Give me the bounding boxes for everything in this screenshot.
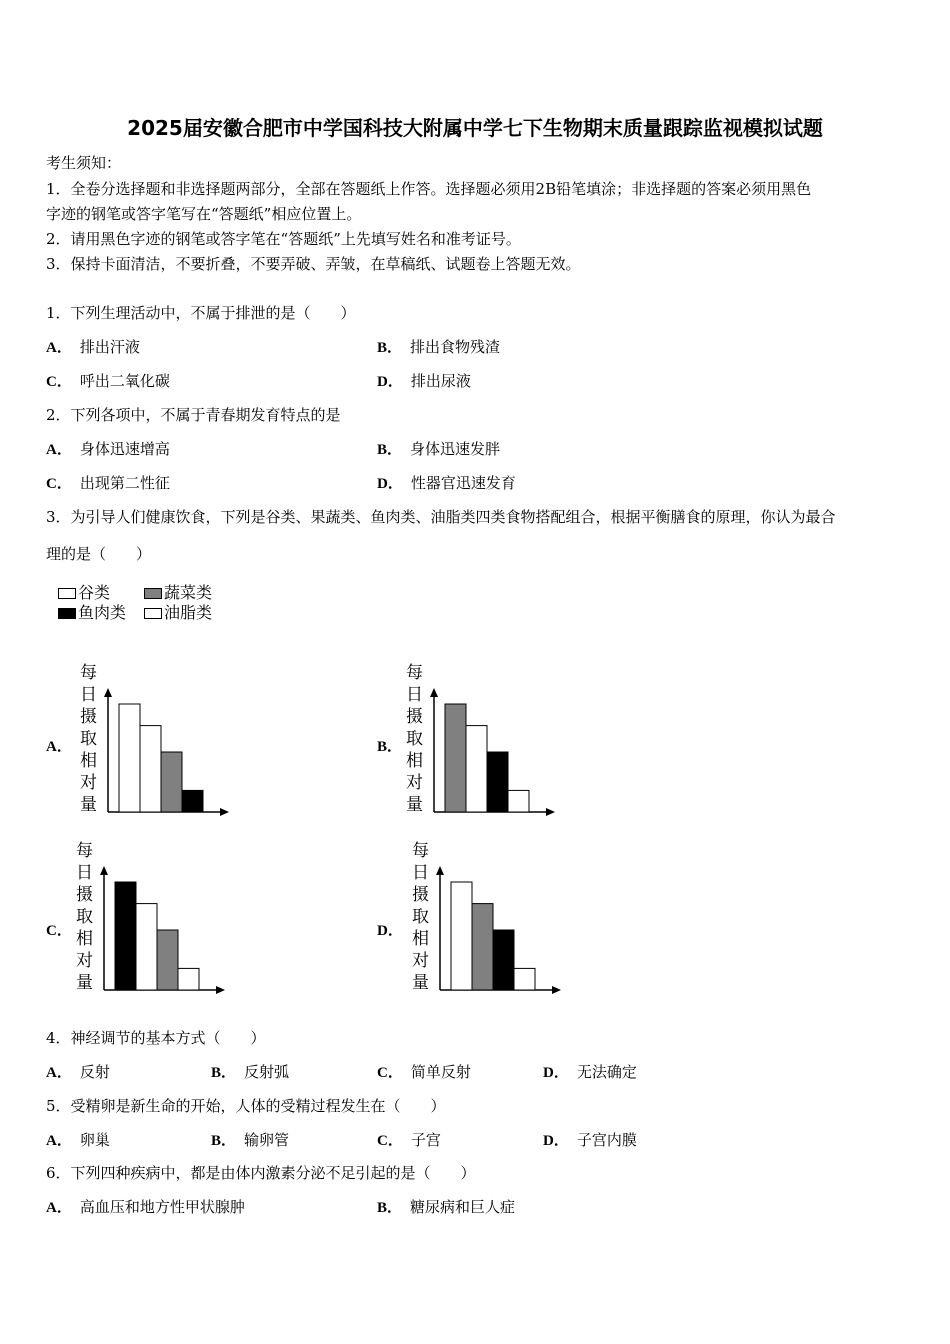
bar-蔬菜类 (472, 904, 493, 990)
bar-chart-d (410, 838, 570, 1003)
q5-option-c[interactable]: C． 子宫 (377, 1131, 441, 1149)
q3-option-d[interactable]: D． (377, 923, 403, 939)
y-axis-label-char: 日 (80, 685, 97, 705)
q5-option-d[interactable]: D． 子宫内膜 (543, 1131, 637, 1149)
q4-option-c[interactable]: C． 简单反射 (377, 1063, 471, 1081)
q2-option-c[interactable]: C． 出现第二性征 (46, 474, 170, 492)
y-axis-label-char: 量 (80, 795, 97, 815)
bar-油脂类 (140, 726, 161, 812)
y-axis-label-char: 相 (80, 751, 97, 771)
y-axis-label-char: 量 (76, 973, 93, 993)
bar-鱼肉类 (115, 882, 136, 990)
legend-item-grain: 谷类 (58, 580, 110, 603)
y-axis-label-char: 对 (412, 951, 429, 971)
bar-蔬菜类 (157, 930, 178, 990)
legend-swatch (58, 608, 76, 619)
y-axis-label-char: 每 (412, 841, 429, 861)
legend-item-meat: 鱼肉类 (58, 600, 126, 623)
bar-谷类 (466, 726, 487, 812)
q4-option-d[interactable]: D． 无法确定 (543, 1063, 637, 1081)
q3-option-b[interactable]: B． (377, 739, 403, 755)
y-axis-label-char: 对 (76, 951, 93, 971)
y-axis-label-char: 日 (406, 685, 423, 705)
bar-谷类 (451, 882, 472, 990)
bar-chart-c (74, 838, 234, 1003)
legend-swatch (58, 588, 76, 599)
y-axis-arrow (104, 688, 112, 697)
q1-option-c[interactable]: C． 呼出二氧化碳 (46, 372, 170, 390)
y-axis-label-char: 取 (406, 729, 423, 749)
bar-谷类 (136, 904, 157, 990)
q2-option-d[interactable]: D． 性器官迅速发育 (377, 474, 516, 492)
notice-item: 3．保持卡面清洁，不要折叠，不要弄破、弄皱，在草稿纸、试题卷上答题无效。 (46, 255, 581, 273)
y-axis-label-char: 对 (406, 773, 423, 793)
y-axis-label-char: 每 (80, 663, 97, 683)
q2-option-a[interactable]: A． 身体迅速增高 (46, 440, 170, 458)
x-axis-arrow (546, 808, 555, 816)
q1-option-a[interactable]: A． 排出汗液 (46, 338, 140, 356)
y-axis-arrow (100, 866, 108, 875)
bar-鱼肉类 (182, 790, 203, 812)
y-axis-arrow (430, 688, 438, 697)
y-axis-label-char: 取 (80, 729, 97, 749)
question-4-stem: 4．神经调节的基本方式（ ） (46, 1029, 266, 1047)
y-axis-label-char: 取 (76, 907, 93, 927)
question-5-stem: 5．受精卵是新生命的开始，人体的受精过程发生在（ ） (46, 1097, 446, 1115)
q1-option-d[interactable]: D． 排出尿液 (377, 372, 471, 390)
y-axis-label-char: 相 (412, 929, 429, 949)
q6-option-a[interactable]: A． 高血压和地方性甲状腺肿 (46, 1198, 245, 1216)
bar-鱼肉类 (493, 930, 514, 990)
q4-option-a[interactable]: A． 反射 (46, 1063, 110, 1081)
notice-item: 2．请用黑色字迹的钢笔或答字笔在“答题纸”上先填写姓名和准考证号。 (46, 230, 521, 248)
q1-option-b[interactable]: B． 排出食物残渣 (377, 338, 501, 356)
question-2-stem: 2．下列各项中，不属于青春期发育特点的是 (46, 406, 341, 424)
bar-鱼肉类 (487, 752, 508, 812)
q3-option-a[interactable]: A． (46, 739, 72, 755)
question-1-stem: 1．下列生理活动中，不属于排泄的是（ ） (46, 304, 356, 322)
y-axis-arrow (436, 866, 444, 875)
y-axis-label-char: 摄 (76, 885, 93, 905)
y-axis-label-char: 相 (76, 929, 93, 949)
legend-swatch (144, 588, 162, 599)
question-3-stem-line1: 3．为引导人们健康饮食，下列是谷类、果蔬类、鱼肉类、油脂类四类食物搭配组合，根据平衡膳食的原理，你认为最合 (46, 508, 836, 526)
bar-油脂类 (508, 790, 529, 812)
q6-option-b[interactable]: B． 糖尿病和巨人症 (377, 1198, 516, 1216)
y-axis-label-char: 每 (76, 841, 93, 861)
exam-title: 2025届安徽合肥市中学国科技大附属中学七下生物期末质量跟踪监视模拟试题 (127, 116, 823, 140)
y-axis-label-char: 每 (406, 663, 423, 683)
q2-option-b[interactable]: B． 身体迅速发胖 (377, 440, 501, 458)
question-3-stem-line2: 理的是（ ） (46, 545, 152, 563)
notice-heading: 考生须知： (46, 154, 122, 172)
y-axis-label-char: 相 (406, 751, 423, 771)
bar-谷类 (119, 704, 140, 812)
y-axis-label-char: 摄 (412, 885, 429, 905)
x-axis-arrow (216, 986, 225, 994)
y-axis-label-char: 摄 (80, 707, 97, 727)
legend-item-vegetable: 蔬菜类 (144, 580, 212, 603)
bar-chart-b (404, 660, 564, 825)
y-axis-label-char: 日 (412, 863, 429, 883)
y-axis-label-char: 对 (80, 773, 97, 793)
bar-chart-a (78, 660, 238, 825)
q4-option-b[interactable]: B． 反射弧 (211, 1063, 290, 1081)
y-axis-label-char: 量 (412, 973, 429, 993)
y-axis-label-char: 量 (406, 795, 423, 815)
x-axis-arrow (552, 986, 561, 994)
bar-蔬菜类 (445, 704, 466, 812)
bar-蔬菜类 (161, 752, 182, 812)
question-6-stem: 6．下列四种疾病中，都是由体内激素分泌不足引起的是（ ） (46, 1164, 476, 1182)
bar-油脂类 (178, 968, 199, 990)
legend-item-oil: 油脂类 (144, 600, 212, 623)
notice-item: 1．全卷分选择题和非选择题两部分，全部在答题纸上作答。选择题必须用2B铅笔填涂；非选择题的答案必须用黑色 (46, 180, 812, 198)
q3-option-c[interactable]: C． (46, 923, 72, 939)
notice-item: 字迹的钢笔或答字笔写在“答题纸”相应位置上。 (46, 205, 362, 223)
legend-swatch (144, 608, 162, 619)
y-axis-label-char: 取 (412, 907, 429, 927)
x-axis-arrow (220, 808, 229, 816)
bar-油脂类 (514, 968, 535, 990)
y-axis-label-char: 日 (76, 863, 93, 883)
y-axis-label-char: 摄 (406, 707, 423, 727)
q5-option-a[interactable]: A． 卵巢 (46, 1131, 110, 1149)
q5-option-b[interactable]: B． 输卵管 (211, 1131, 290, 1149)
